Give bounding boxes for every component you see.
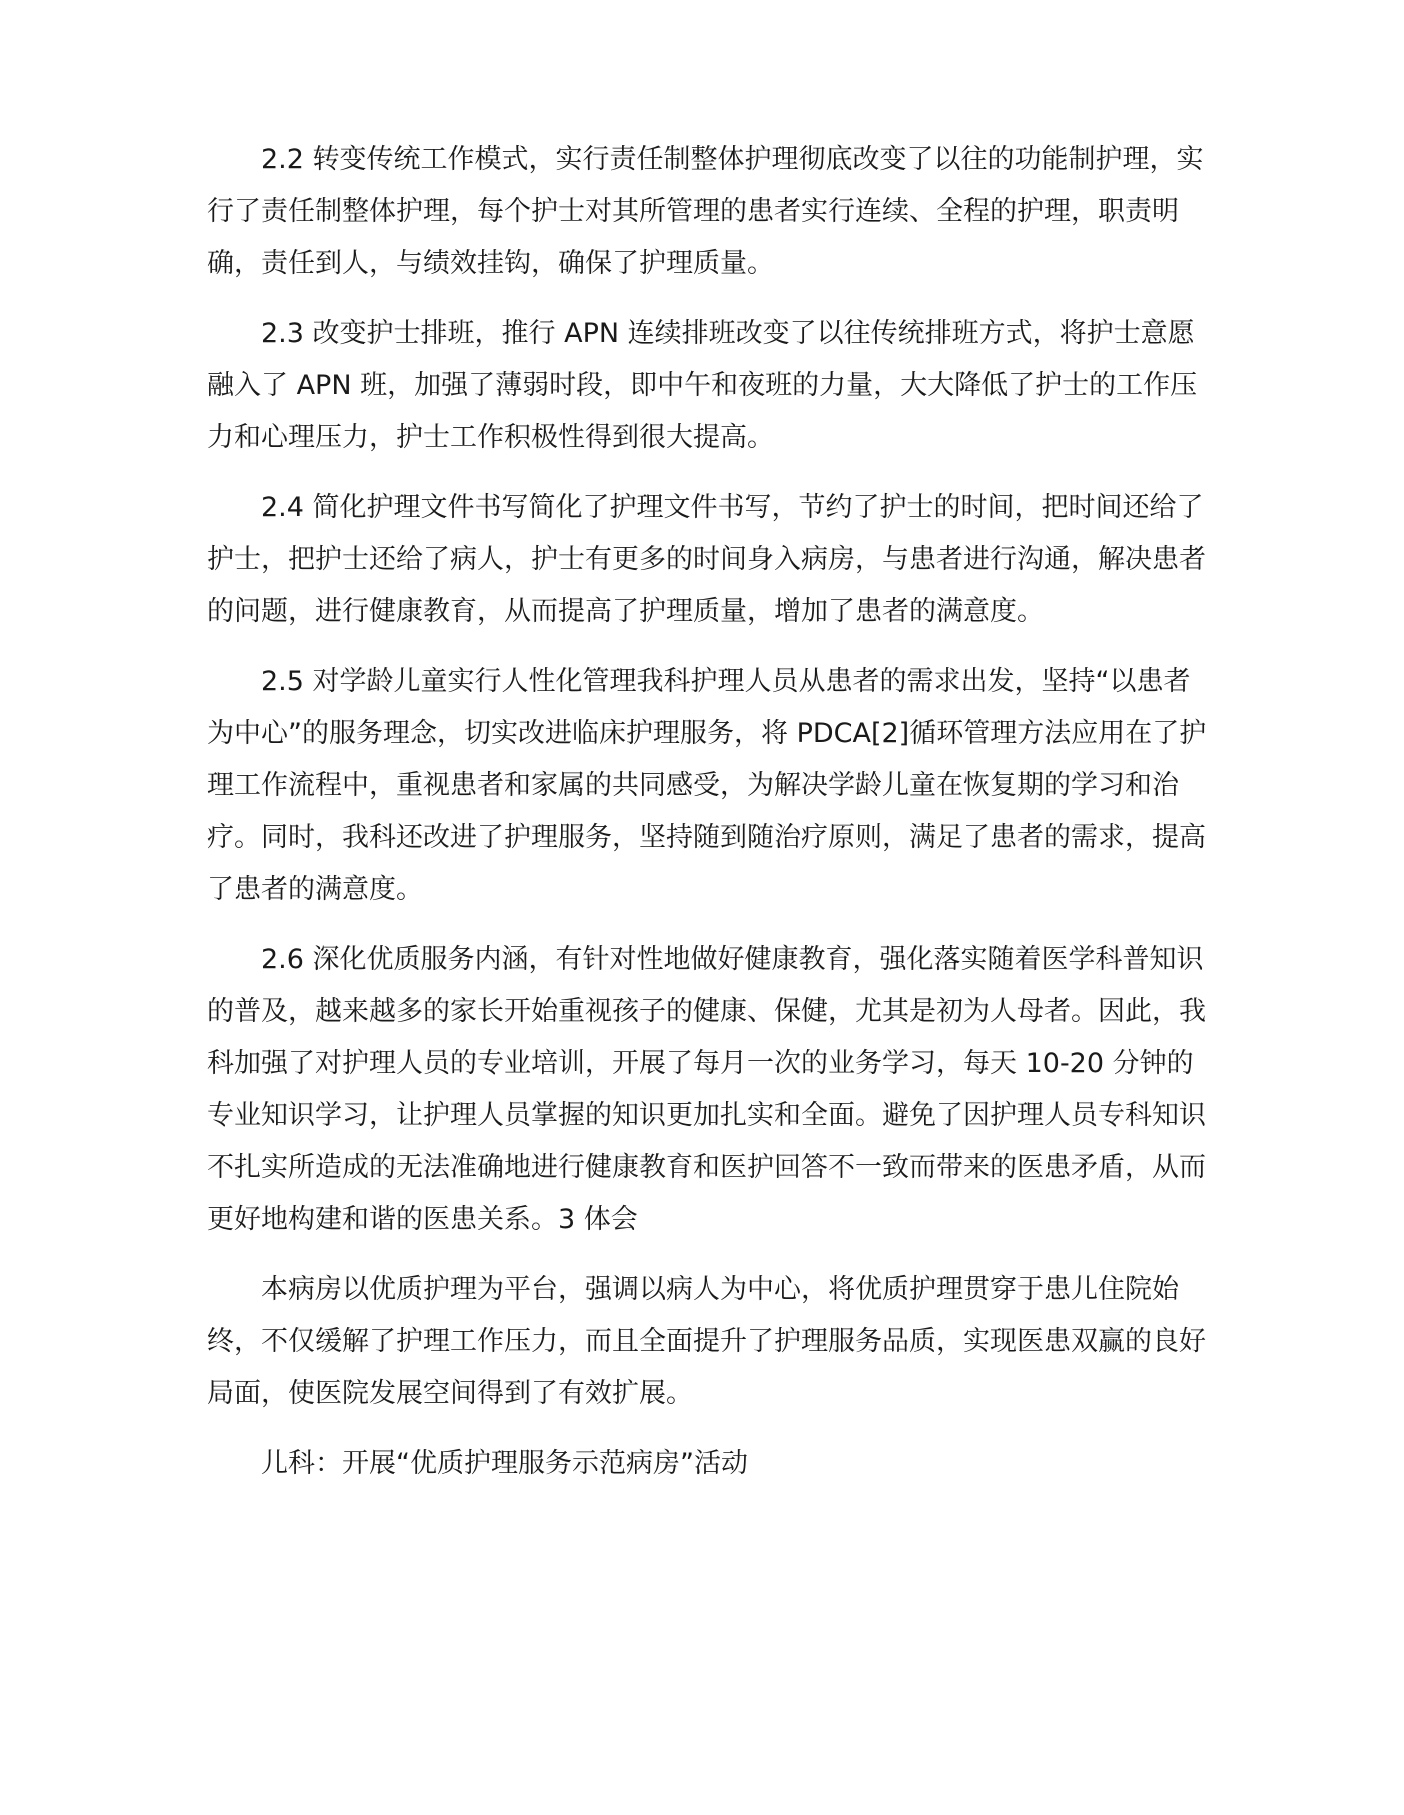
paragraph-2-3: 2.3 改变护士排班，推行 APN 连续排班改变了以往传统排班方式，将护士意愿融入了 APN 班，加强了薄弱时段，即中午和夜班的力量，大大降低了护士的工作压力和心理压力，护士工作积极性得到很大提高。 <box>207 318 1198 453</box>
paragraph-2-2: 2.2 转变传统工作模式，实行责任制整体护理彻底改变了以往的功能制护理，实行了责任制整体护理，每个护士对其所管理的患者实行连续、全程的护理，职责明确，责任到人，与绩效挂钩，确保了护理质量。 <box>207 144 1204 279</box>
document-body <box>207 134 1207 1508</box>
paragraph-2-5: 2.5 对学龄儿童实行人性化管理我科护理人员从患者的需求出发，坚持“以患者为中心”的服务理念，切实改进临床护理服务，将 PDCA[2]循环管理方法应用在了护理工作流程中，重视患者和家属的共同感受，为解决学龄儿童在恢复期的学习和治疗。同时，我科还改进了护理服务，坚持随到随治疗原则，满足了患者的需求，提高了患者的满意度。 <box>207 666 1207 905</box>
paragraph-2-4: 2.4 简化护理文件书写简化了护理文件书写，节约了护士的时间，把时间还给了护士，把护士还给了病人，护士有更多的时间身入病房，与患者进行沟通，解决患者的问题，进行健康教育，从而提高了护理质量，增加了患者的满意度。 <box>207 492 1206 627</box>
paragraph-2-6: 2.6 深化优质服务内涵，有针对性地做好健康教育，强化落实随着医学科普知识的普及，越来越多的家长开始重视孩子的健康、保健，尤其是初为人母者。因此，我科加强了对护理人员的专业培训，开展了每月一次的业务学习，每天 10-20 分钟的专业知识学习，让护理人员掌握的知识更加扎实和全面。避免了因护理人员专科知识不扎实所造成的无法准确地进行健康教育和医护回答不一致而带来的医患矛盾，从而更好地构建和谐的医患关系。3 体会 <box>207 944 1206 1235</box>
paragraph-summary: 本病房以优质护理为平台，强调以病人为中心，将优质护理贯穿于患儿住院始终，不仅缓解了护理工作压力，而且全面提升了护理服务品质，实现医患双赢的良好局面，使医院发展空间得到了有效扩展。 <box>207 1274 1206 1409</box>
paragraph-heading-pediatrics: 儿科：开展“优质护理服务示范病房”活动 <box>261 1448 748 1479</box>
